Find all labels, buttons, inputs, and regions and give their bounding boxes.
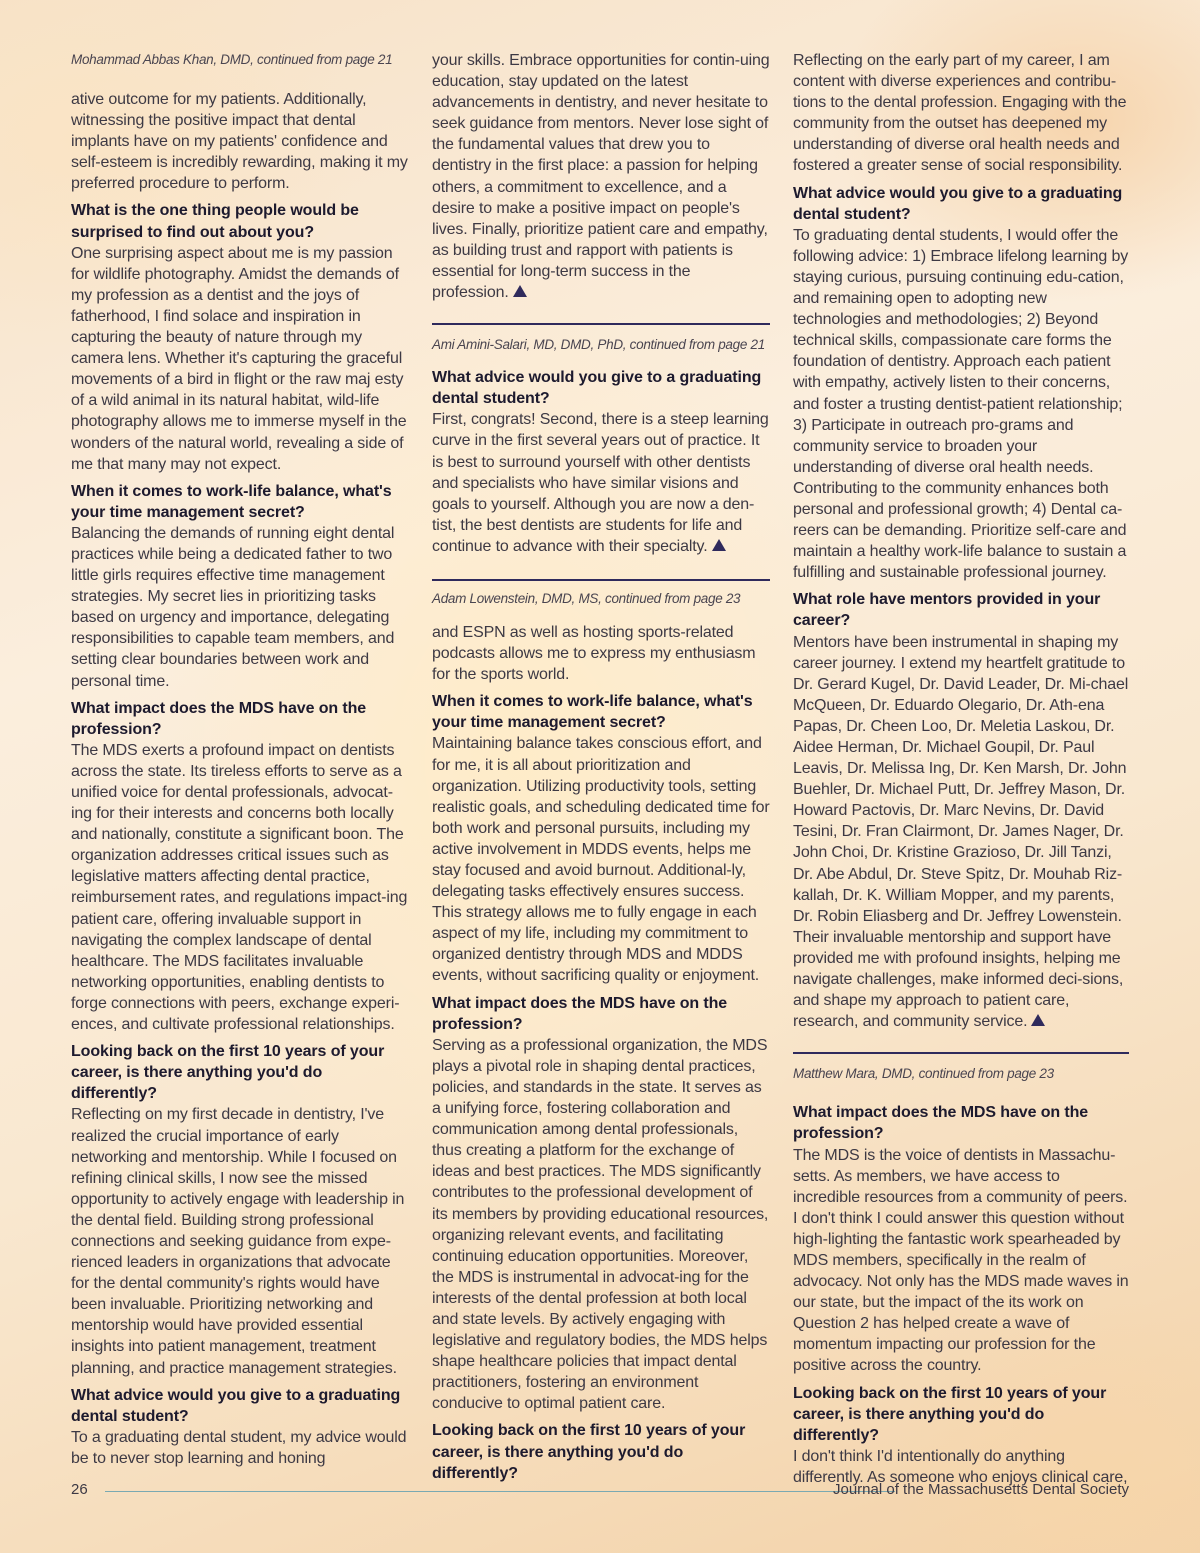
answer-paragraph: Reflecting on my first decade in dentistry, I've realized the crucial importance of early networking and mentorship. While I focused on refining clinical skills, I now see the missed opportunity to actively engage with leadership in the dental field. Building strong professional connections and seeking guidance from expe-rienced leaders in organizations that advocate for the dental community's rights would have been invaluable. Prioritizing networking and mentorship would have provided essential insights into patient management, treatment planning, and practice management strategies. — [71, 1106, 405, 1377]
answer-paragraph — [793, 632, 1129, 1033]
column-2 — [432, 50, 770, 1484]
section-divider — [432, 579, 770, 581]
page-number: 26 — [71, 1481, 88, 1498]
body-paragraph: ative outcome for my patients. Additionally, witnessing the positive impact that dental implants have on my patients' confidence and self-esteem is incredibly rewarding, making it my preferred procedure to perform. — [71, 91, 408, 193]
answer-paragraph: One surprising aspect about me is my passion for wildlife photography. Amidst the demands of my profession as a dentist and the joys of fatherhood, I find solace and inspiration in capturing the beauty of nature through my camera lens. Whether it's capturing the graceful movements of a bird in flight or the raw maj esty of a wild animal in its natural habitat, wild-life photography allows me to immerse myself in the wonders of the natural world, revealing a side of me that many may not expect. — [71, 244, 407, 473]
question-heading: What impact does the MDS have on the profession? — [432, 994, 728, 1033]
body-text: Mentors have been instrumental in shaping my career journey. I extend my heartfelt gratitude to Dr. Gerard Kugel, Dr. David Leader, Dr. Mi-chael McQueen, Dr. Eduardo Olegario, Dr. Ath-ena Papas, Dr. Cheen Loo, Dr. Meletia Laskou, Dr. Aidee Herman, Dr. Michael Goupil, Dr. Paul Leavis, Dr. Melissa Ing, Dr. Ken Marsh, Dr. John Buehler, Dr. Michael Putt, Dr. Jeffrey Mason, Dr. Howard Pactovis, Dr. Marc Nevins, Dr. David Tesini, Dr. Fran Clairmont, Dr. James Nager, Dr. John Choi, Dr. Kristine Grazioso, Dr. Jill Tanzi, Dr. Abe Abdul, Dr. Steve Spitz, Dr. Mouhab Riz-kallah, Dr. K. William Mopper, and my parents, Dr. Robin Eliasberg and Dr. Jeffrey Lowenstein. Their invaluable mentorship and support have provided me with profound insights, helping me navigate challenges, make informed deci-sions, and shape my approach to patient care, research, and community service. — [793, 633, 1129, 1031]
answer-paragraph: The MDS exerts a profound impact on dentists across the state. Its tireless efforts to serve as a unified voice for dental professionals, advocat-ing for their interests and concerns both locally and nationally, constitute a significant boon. The organization addresses critical issues such as legislative matters affecting dental practice, reimbursement rates, and regulations impact-ing patient care, offering invaluable support in navigating the complex landscape of dental healthcare. The MDS facilitates invaluable networking opportunities, enabling dentists to forge connections with peers, exchange experi-ences, and cultivate professional relationships. — [71, 741, 408, 1034]
answer-paragraph: The MDS is the voice of dentists in Massachu-setts. As members, we have access to incredible resources from a community of peers. I don't think I could answer this question without high-lighting the fantastic work spearheaded by MDS members, specifically in the realm of advocacy. Not only has the MDS made waves in our state, but the impact of the its work on Question 2 has helped create a wave of momentum impacting our profession for the positive across the country. — [793, 1146, 1129, 1375]
byline-lowenstein: Adam Lowenstein, DMD, MS, continued from page 23 — [432, 590, 741, 606]
end-of-article-icon — [513, 285, 527, 297]
journal-title: Journal of the Massachusetts Dental Society — [833, 1481, 1129, 1498]
question-heading: What advice would you give to a graduating dental student? — [71, 1386, 401, 1425]
byline-khan: Mohammad Abbas Khan, DMD, continued from page 21 — [71, 52, 393, 67]
column-1 — [71, 50, 411, 1469]
answer-paragraph: Maintaining balance takes conscious effort, and for me, it is all about prioritization and organization. Utilizing productivity tools, setting realistic goals, and scheduling dedicated time for both work and personal pursuits, including my active involvement in MDDS events, helps me stay focused and avoid burnout. Additional-ly, delegating tasks effectively ensures success. This strategy allows me to fully engage in each aspect of my life, including my commitment to organized dentistry through MDS and MDDS events, without sacrificing quality or enjoyment. — [432, 735, 770, 985]
section-divider — [793, 1052, 1129, 1054]
body-paragraph — [432, 50, 770, 303]
answer-paragraph — [432, 409, 770, 557]
question-heading: Looking back on the first 10 years of your career, is there anything you'd do differently? — [71, 1043, 385, 1103]
answer-paragraph: Balancing the demands of running eight dental practices while being a dedicated father to two little girls requires effective time management strategies. My secret lies in prioritizing tasks based on urgency and importance, delegating responsibilities to capable team members, and setting clear boundaries between work and personal time. — [71, 524, 395, 690]
section-divider — [432, 323, 770, 325]
question-heading: Looking back on the first 10 years of your career, is there anything you'd do differently? — [793, 1384, 1107, 1444]
body-text: your skills. Embrace opportunities for contin-uing education, stay updated on the latest advancements in dentistry, and never hesitate to seek guidance from mentors. Never lose sight of the fundamental values that drew you to dentistry in the first place: a passion for helping others, a commitment to excellence, and a desire to make a positive impact on people's lives. Finally, prioritize patient care and empathy, as building trust and rapport with patients is essential for long-term success in the profession. — [432, 52, 770, 302]
question-heading: What impact does the MDS have on the profession? — [793, 1104, 1089, 1143]
body-paragraph: and ESPN as well as hosting sports-related podcasts allows me to express my enthusiasm for the sports world. — [432, 623, 756, 684]
answer-paragraph: To a graduating dental student, my advice would be to never stop learning and honing — [71, 1428, 407, 1467]
body-text: First, congrats! Second, there is a steep learning curve in the first several years out of practice. It is best to surround yourself with other dentists and specialists who have similar visions and goals to yourself. Although you are now a den-tist, the best dentists are students for life and continue to advance with their specialty. — [432, 411, 769, 555]
body-paragraph: Reflecting on the early part of my career, I am content with diverse experiences and contribu-tions to the dental profession. Engaging with the community from the outset has deepened my understanding of diverse oral health needs and fostered a greater sense of social responsibility. — [793, 52, 1127, 175]
end-of-article-icon — [712, 539, 726, 551]
question-heading: When it comes to work-life balance, what's your time management secret? — [71, 482, 392, 521]
question-heading: Looking back on the first 10 years of your career, is there anything you'd do differently? — [432, 1422, 746, 1482]
answer-paragraph: To graduating dental students, I would offer the following advice: 1) Embrace lifelong learning by staying curious, pursuing continuing edu-cation, and remaining open to adopting new technologies and methodologies; 2) Beyond technical skills, compassionate care forms the foundation of dentistry. Approach each patient with empathy, actively listen to their concerns, and foster a trusting dentist-patient relationship; 3) Participate in outreach pro-grams and community service to broaden your understanding of diverse oral health needs. Contributing to the community enhances both personal and professional growth; 4) Dental ca-reers can be demanding. Prioritize self-care and maintain a healthy work-life balance to sustain a fulfilling and sustainable professional journey. — [793, 226, 1129, 582]
answer-paragraph: I don't think I'd intentionally do anything differently. As someone who enjoys clinical care, — [793, 1447, 1128, 1486]
question-heading: When it comes to work-life balance, what's your time management secret? — [432, 693, 753, 732]
question-heading: What is the one thing people would be surprised to find out about you? — [71, 202, 359, 241]
question-heading: What advice would you give to a graduating dental student? — [432, 369, 762, 408]
question-heading: What advice would you give to a graduating dental student? — [793, 184, 1123, 223]
byline-mara: Matthew Mara, DMD, continued from page 23 — [793, 1066, 1054, 1082]
end-of-article-icon — [1031, 1014, 1045, 1026]
page-footer — [71, 1481, 1129, 1501]
byline-amini-salari: Ami Amini-Salari, MD, DMD, PhD, continued from page 21 — [432, 337, 765, 353]
footer-rule — [105, 1491, 895, 1492]
question-heading: What impact does the MDS have on the profession? — [71, 699, 367, 738]
answer-paragraph: Serving as a professional organization, the MDS plays a pivotal role in shaping dental practices, policies, and standards in the state. It serves as a unifying force, fostering collaboration and communication among dental professionals, thus creating a platform for the exchange of ideas and best practices. The MDS significantly contributes to the professional development of its members by providing educational resources, organizing relevant events, and facilitating continuing education opportunities. Moreover, the MDS is instrumental in advocat-ing for the interests of the dental profession at both local and state levels. By actively engaging with legislative and regulatory bodies, the MDS helps shape healthcare policies that impact dental practitioners, fostering an environment conducive to optimal patient care. — [432, 1036, 769, 1413]
column-3 — [793, 50, 1129, 1488]
question-heading: What role have mentors provided in your career? — [793, 591, 1101, 630]
